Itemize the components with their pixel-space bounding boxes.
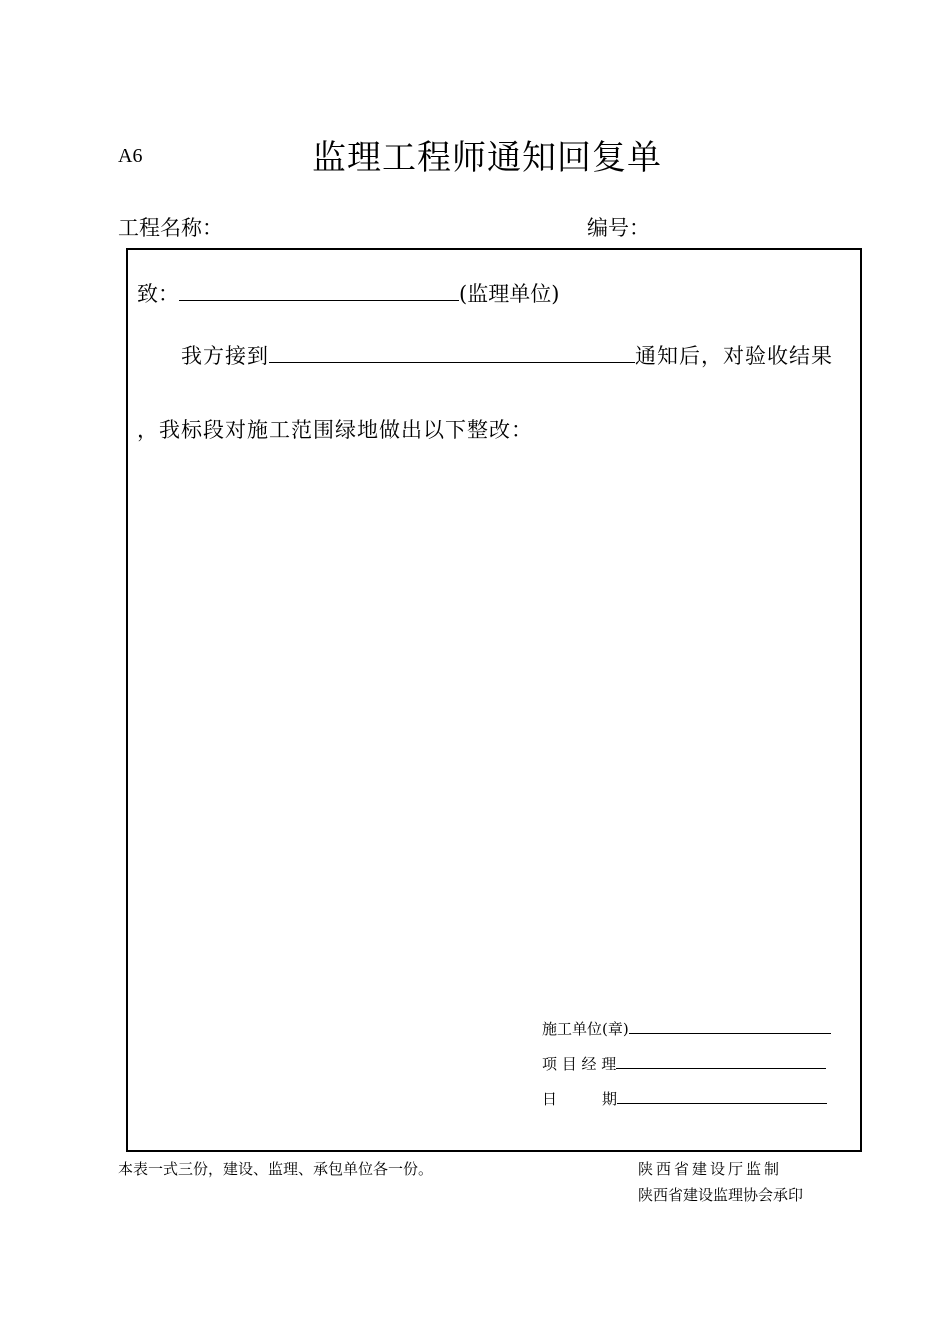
notice-name-blank[interactable] xyxy=(269,340,635,363)
date-label: 日 期 xyxy=(542,1090,618,1108)
received-notice-line xyxy=(181,340,833,370)
addressee-suffix: (监理单位) xyxy=(459,282,560,306)
construction-unit-label: 施工单位(章) xyxy=(542,1020,629,1038)
date-blank[interactable] xyxy=(617,1089,827,1104)
serial-number-label: 编号： xyxy=(587,216,650,240)
printer-credit: 陕西省建设监理协会承印 xyxy=(638,1186,804,1204)
supervision-unit-blank[interactable] xyxy=(179,278,459,301)
construction-unit-row xyxy=(542,1018,831,1039)
date-row xyxy=(542,1088,827,1109)
project-manager-row xyxy=(542,1053,826,1074)
addressee-line xyxy=(137,278,559,308)
copies-note: 本表一式三份，建设、监理、承包单位各一份。 xyxy=(118,1160,434,1178)
form-body-box xyxy=(126,248,862,1152)
form-code: A6 xyxy=(118,145,143,167)
project-name-label: 工程名称： xyxy=(118,216,223,240)
project-manager-blank[interactable] xyxy=(616,1054,826,1069)
received-prefix: 我方接到 xyxy=(181,344,269,368)
addressee-label: 致： xyxy=(137,282,179,306)
rectification-text: ，我标段对施工范围绿地做出以下整改： xyxy=(137,418,533,442)
form-title: 监理工程师通知回复单 xyxy=(312,138,662,178)
supervisor-credit: 陕西省建设厅监制 xyxy=(638,1160,783,1178)
construction-unit-blank[interactable] xyxy=(629,1019,831,1034)
project-manager-label: 项 目 经 理 xyxy=(542,1055,617,1073)
received-suffix: 通知后，对验收结果 xyxy=(635,344,833,368)
